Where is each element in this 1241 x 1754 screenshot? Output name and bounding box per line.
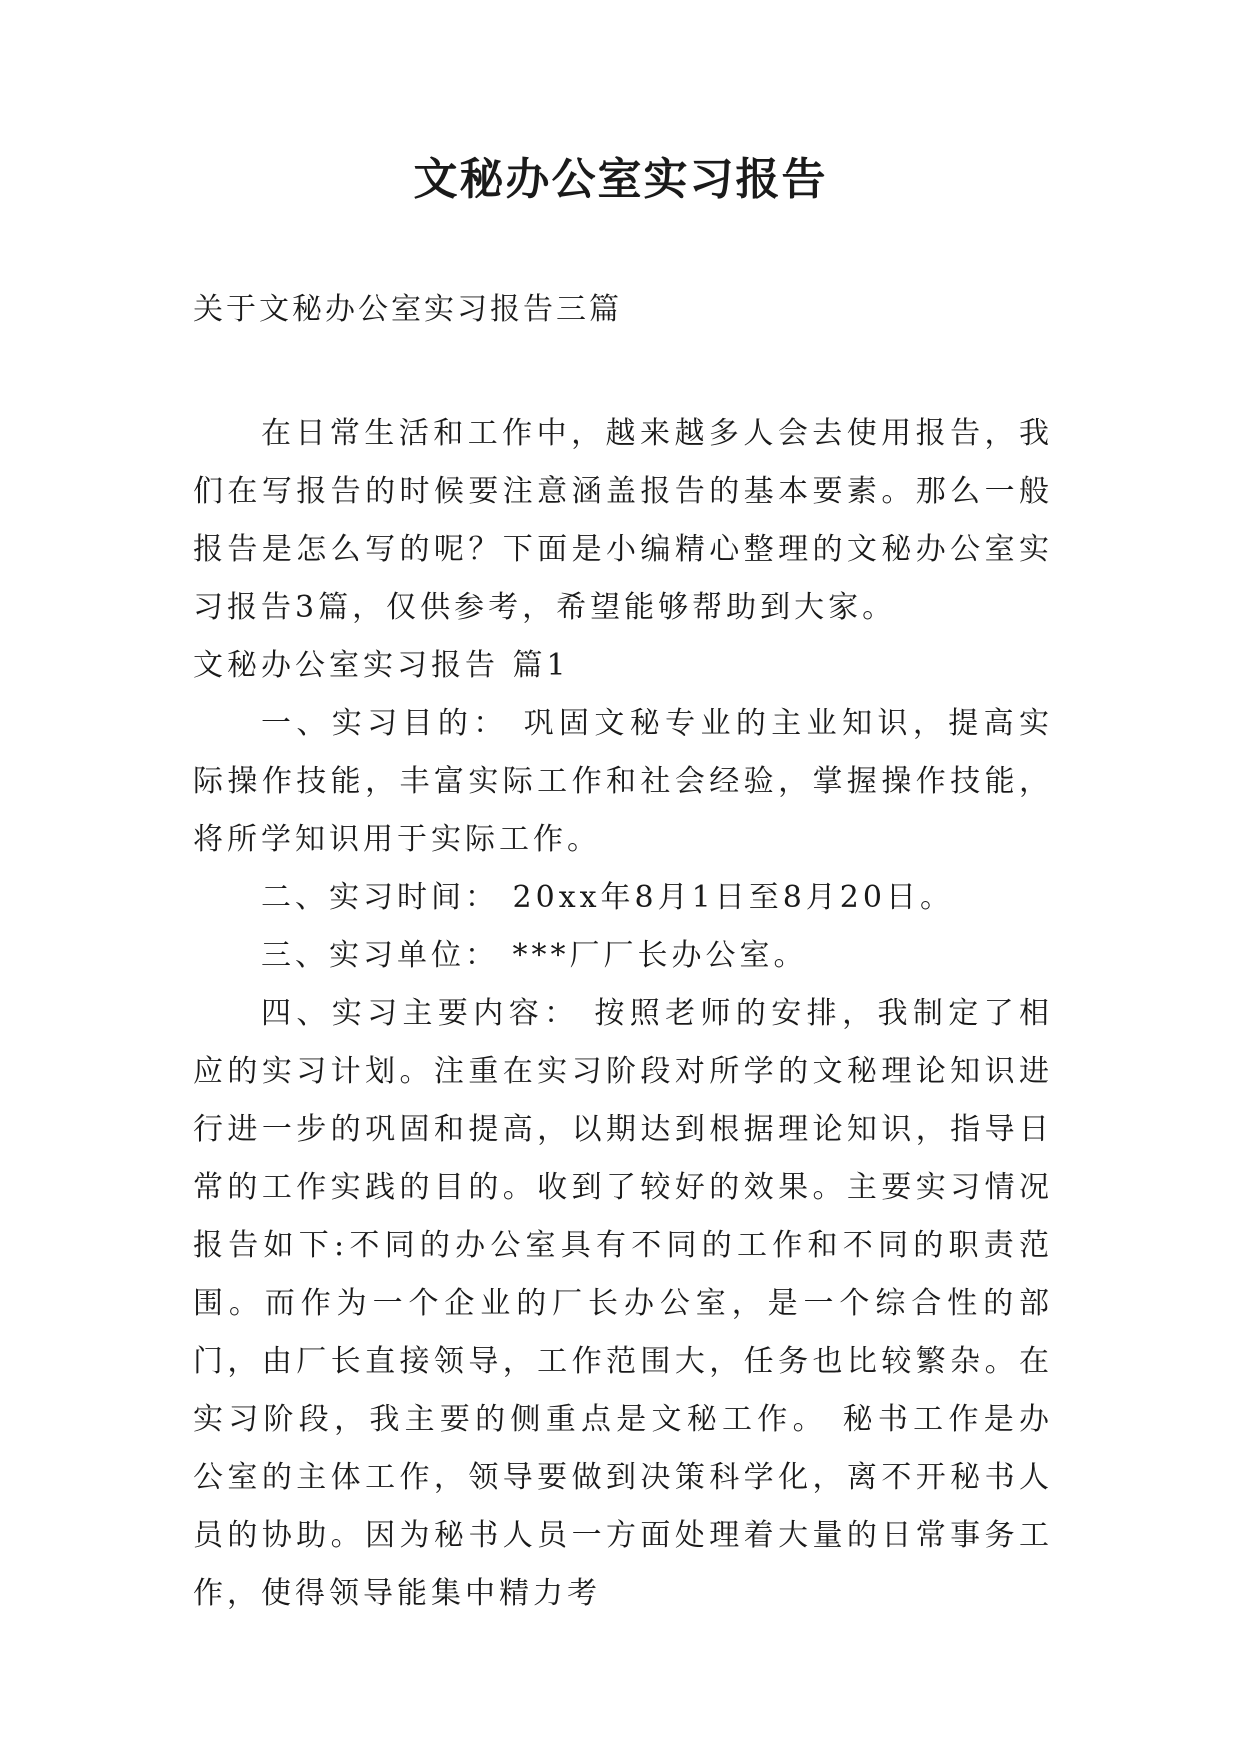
document-subtitle: 关于文秘办公室实习报告三篇: [193, 292, 622, 327]
document-body: [193, 405, 1053, 1623]
paragraph-purpose: 一、实习目的： 巩固文秘专业的主业知识，提高实际操作技能，丰富实际工作和社会经验，掌握操作技能，将所学知识用于实际工作。: [193, 706, 1053, 857]
document-title: 文秘办公室实习报告: [413, 154, 828, 205]
section-heading-part1: 文秘办公室实习报告 篇1: [193, 648, 570, 683]
paragraph-content: 四、实习主要内容： 按照老师的安排，我制定了相应的实习计划。注重在实习阶段对所学的文秘理论知识进行进一步的巩固和提高，以期达到根据理论知识，指导日常的工作实践的目的。收到了较好的效果。主要实习情况报告如下:不同的办公室具有不同的工作和不同的职责范围。而作为一个企业的厂长办公室，是一个综合性的部门，由厂长直接领导，工作范围大，任务也比较繁杂。在实习阶段，我主要的侧重点是文秘工作。 秘书工作是办公室的主体工作，领导要做到决策科学化，离不开秘书人员的协助。因为秘书人员一方面处理着大量的日常事务工作，使得领导能集中精力考: [193, 996, 1053, 1611]
paragraph-time: 二、实习时间： 20xx年8月1日至8月20日。: [261, 880, 954, 915]
paragraph-unit: 三、实习单位： ***厂厂长办公室。: [261, 938, 808, 973]
intro-paragraph: 在日常生活和工作中，越来越多人会去使用报告，我们在写报告的时候要注意涵盖报告的基本要素。那么一般报告是怎么写的呢？下面是小编精心整理的文秘办公室实习报告3篇，仅供参考，希望能够帮助到大家。: [193, 416, 1053, 625]
